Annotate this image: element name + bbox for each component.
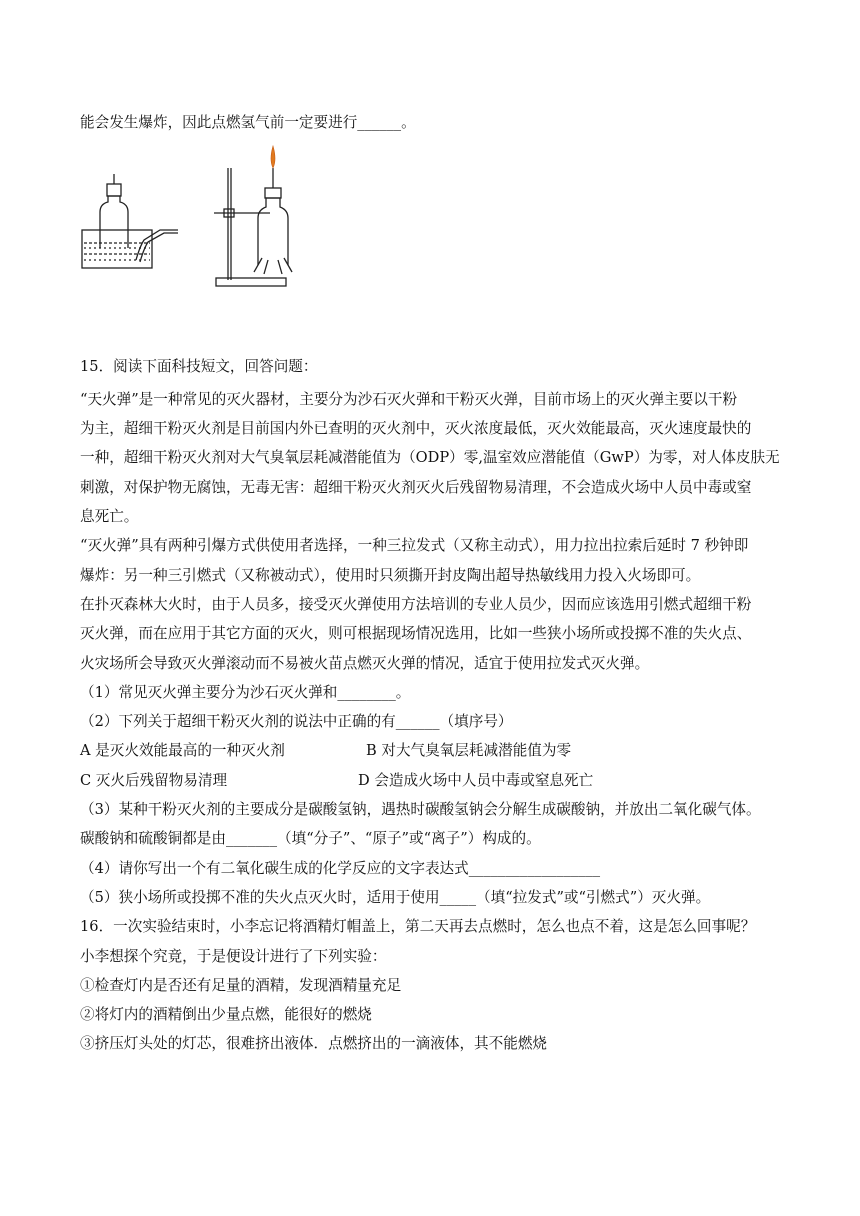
q15-sub2: （2）下列关于超细干粉灭火剂的说法中正确的有______（填序号） [80,713,513,730]
q15-para2-line: 爆炸：另一种三引燃式（又称被动式），使用时只须撕开封皮陶出超导热敏线用力投入火场即可。 [80,567,701,584]
q16-line: 16．一次实验结束时，小李忘记将酒精灯帽盖上，第二天再去点燃时，怎么也点不着，这是怎么回事呢？ [80,918,756,935]
q15-para3-line: 在扑灭森林大火时，由于人员多，接受灭火弹使用方法培训的专业人员少，因而应该选用引燃式超细干粉 [80,596,752,613]
q15-para1-line: 为主，超细干粉灭火剂是目前国内外已查明的灭火剂中，灭火浓度最低，灭火效能最高，灭火速度最快的 [80,420,752,437]
q15-para1-line: 一种，超细干粉灭火剂对大气臭氧层耗减潜能值为（ODP）零,温室效应潜能值（GwP）为零，对人体皮肤无 [80,449,780,466]
water-trough-apparatus [82,174,178,268]
q16-line: ①检查灯内是否还有足量的酒精，发现酒精量充足 [80,977,402,994]
q16-line: ②将灯内的酒精倒出少量点燃，能很好的燃烧 [80,1006,372,1023]
ring-stand-apparatus [214,168,292,286]
flame-icon [271,146,275,168]
option-c: C 灭火后残留物易清理 [80,772,228,789]
option-a: A 是灭火效能最高的一种灭火剂 [80,742,285,759]
q15-para3-line: 火灾场所会导致灭火弹滚动而不易被火苗点燃灭火弹的情况，适宜于使用拉发式灭火弹。 [80,655,650,672]
q15-sub4: （4）请你写出一个有二氧化碳生成的化学反应的文字表达式__________________ [80,860,601,877]
q15-para3-line: 灭火弹，而在应用于其它方面的灭火，则可根据现场情况选用，比如一些狭小场所或投掷不准的失火点、 [80,625,752,642]
q15-sub5: （5）狭小场所或投掷不准的失火点灭火时，适用于使用_____（填“拉发式”或“引燃式”）灭火弹。 [80,889,711,906]
q15-para1-line: “天火弹”是一种常见的灭火器材，主要分为沙石灭火弹和干粉灭火弹，目前市场上的灭火弹主要以干粉 [80,391,738,408]
q15-sub3-line: 碳酸钠和硫酸铜都是由_______（填“分子”、“原子”或“离子”）构成的。 [80,830,541,847]
q15-para2-line: “灭火弹”具有两种引爆方式供使用者选择，一种三拉发式（又称主动式），用力拉出拉索后延时 7 秒钟即 [80,537,749,554]
q15-para1-line: 刺激，对保护物无腐蚀，无毒无害：超细干粉灭火剂灭火后残留物易清理，不会造成火场中人员中毒或窒 [80,479,752,496]
q16-line: ③挤压灯头处的灯芯，很难挤出液体．点燃挤出的一滴液体，其不能燃烧 [80,1035,548,1052]
option-b: B 对大气臭氧层耗减潜能值为零 [366,742,572,759]
q16-line: 小李想探个究竟，于是便设计进行了下列实验： [80,948,387,965]
q15-title: 15．阅读下面科技短文，回答问题： [80,358,318,375]
q15-sub3-line: （3）某种干粉灭火剂的主要成分是碳酸氢钠，遇热时碳酸氢钠会分解生成碳酸钠，并放出二氧化碳气体。 [80,801,761,818]
q15-para1-line: 息死亡。 [80,508,139,525]
top-line: 能会发生爆炸，因此点燃氢气前一定要进行______。 [80,114,416,131]
apparatus-figure [78,140,318,290]
q15-sub1: （1）常见灭火弹主要分为沙石灭火弹和________。 [80,684,411,701]
option-d: D 会造成火场中人员中毒或窒息死亡 [358,772,594,789]
